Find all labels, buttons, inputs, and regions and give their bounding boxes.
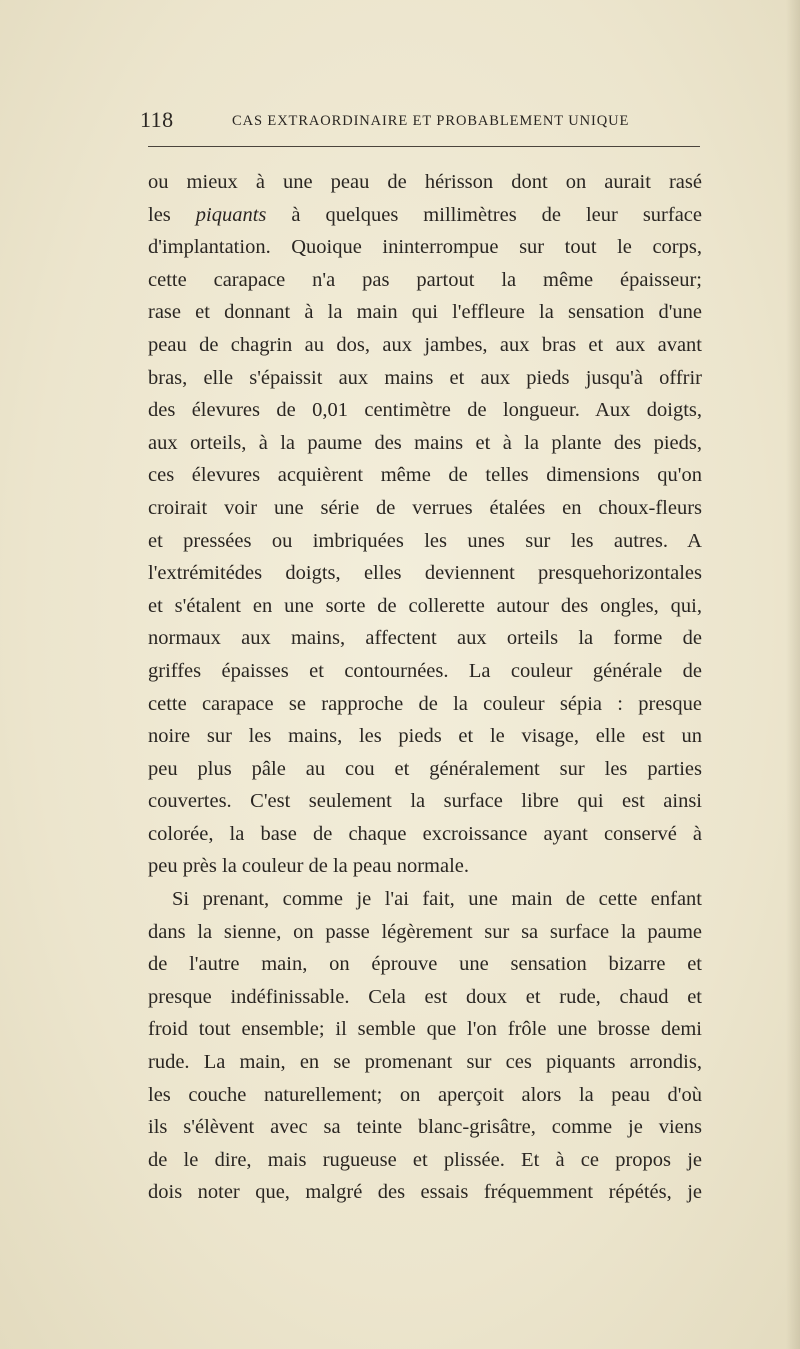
text-line: bras, elle s'épaissit aux mains et aux pieds jusqu'à offrir [148, 366, 702, 389]
text-line: noire sur les mains, les pieds et le visage, elle est un [148, 725, 702, 748]
text-line: peu plus pâle au cou et généralement sur les parties [148, 757, 702, 780]
text-line: froid tout ensemble; il semble que l'on frôle une brosse demi [148, 1018, 702, 1041]
text-line: peau de chagrin au dos, aux jambes, aux bras et aux avant [148, 333, 702, 356]
header-rule [148, 146, 700, 147]
page-number: 118 [140, 107, 174, 132]
text-line: couvertes. C'est seulement la surface libre qui est ainsi [148, 790, 702, 813]
text-line: rase et donnant à la main qui l'effleure la sensation d'une [148, 301, 702, 324]
text-line: de l'autre main, on éprouve une sensation bizarre et [148, 953, 702, 976]
text-line: cette carapace se rapproche de la couleur sépia : presque [148, 692, 702, 715]
text-line: l'extrémitédes doigts, elles deviennent presquehorizontales [148, 562, 702, 585]
text-line: dois noter que, malgré des essais fréquemment répétés, je [148, 1181, 702, 1204]
text-fragment: les [148, 203, 171, 226]
text-line: d'implantation. Quoique ininterrompue sur tout le corps, [148, 236, 702, 259]
text-line: normaux aux mains, affectent aux orteils la forme de [148, 627, 702, 650]
text-line: presque indéfinissable. Cela est doux et rude, chaud et [148, 985, 702, 1008]
italic-word: piquants [195, 203, 267, 226]
running-head: CAS EXTRAORDINAIRE ET PROBABLEMENT UNIQUE [232, 113, 630, 129]
text-line: ils s'élèvent avec sa teinte blanc-grisâtre, comme je viens [148, 1116, 702, 1139]
text-line: dans la sienne, on passe légèrement sur sa surface la paume [148, 920, 702, 943]
text-line: colorée, la base de chaque excroissance ayant conservé à [148, 822, 702, 845]
body-text [148, 166, 702, 1209]
text-line: ou mieux à une peau de hérisson dont on aurait rasé [148, 171, 702, 193]
text-line [148, 199, 702, 232]
text-line: rude. La main, en se promenant sur ces piquants arrondis, [148, 1051, 702, 1074]
page-header [140, 106, 698, 136]
text-line: cette carapace n'a pas partout la même épaisseur; [148, 268, 702, 291]
page-edge-shadow [786, 0, 800, 1349]
text-line: Si prenant, comme je l'ai fait, une main de cette enfant [172, 888, 702, 911]
text-line: et pressées ou imbriquées les unes sur les autres. A [148, 529, 702, 552]
text-line: aux orteils, à la paume des mains et à la plante des pieds, [148, 431, 702, 454]
text-line: les couche naturellement; on aperçoit alors la peau d'où [148, 1083, 702, 1106]
text-line: et s'étalent en une sorte de collerette autour des ongles, qui, [148, 594, 702, 617]
text-fragment: à quelques millimètres de leur surface [291, 203, 703, 226]
text-line: ces élevures acquièrent même de telles dimensions qu'on [148, 464, 702, 487]
text-line: croirait voir une série de verrues étalées en choux-fleurs [148, 496, 702, 519]
text-line: de le dire, mais rugueuse et plissée. Et à ce propos je [148, 1148, 702, 1171]
text-line: griffes épaisses et contournées. La couleur générale de [148, 659, 702, 682]
text-line: peu près la couleur de la peau normale. [148, 855, 470, 878]
text-line: des élevures de 0,01 centimètre de longueur. Aux doigts, [148, 399, 702, 422]
